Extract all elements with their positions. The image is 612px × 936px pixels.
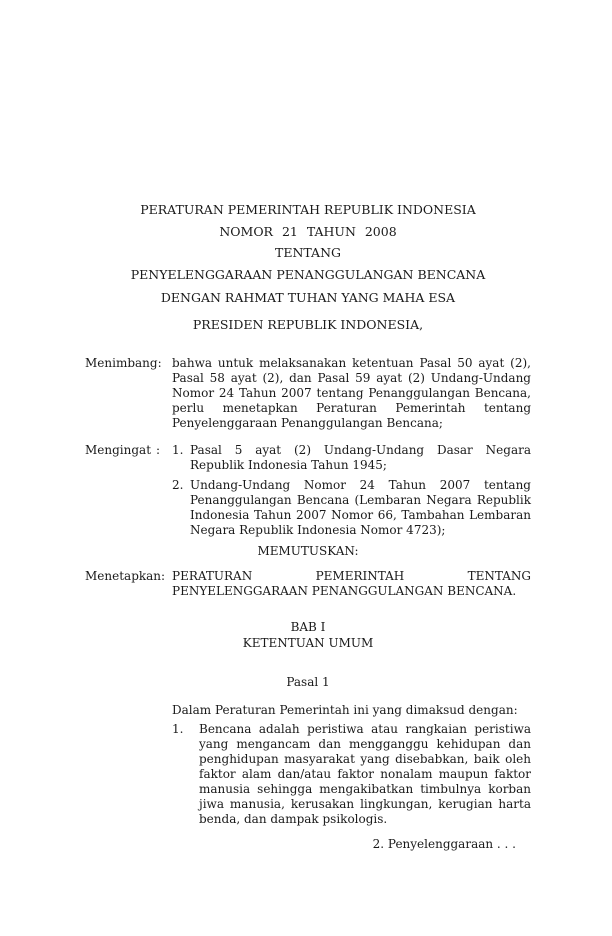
doc-title-subject: PENYELENGGARAAN PENANGGULANGAN BENCANA: [130, 266, 486, 282]
menimbang-colon: :: [157, 356, 162, 370]
menetapkan-section: [85, 569, 531, 599]
doc-title-line-1: PERATURAN PEMERINTAH REPUBLIK INDONESIA: [140, 202, 476, 217]
list-item: [172, 443, 531, 473]
doc-title-tentang: TENTANG: [274, 245, 341, 260]
doc-motto: DENGAN RAHMAT TUHAN YANG MAHA ESA: [160, 290, 456, 305]
bab-number: BAB I: [290, 620, 326, 634]
definition-number: 1.: [172, 722, 184, 736]
menimbang-text: bahwa untuk melaksanakan ketentuan Pasal 50 ayat (2), Pasal 58 ayat (2), dan Pasal 59 ayat (2) Undang-Undang Nomor 24 Tahun 2007 tentang Penanggulangan Bencana, perlu menetapkan Peraturan Pemerintah tentang Penyelenggaraan Penanggulangan Bencana;: [172, 356, 531, 430]
mengingat-list: [172, 443, 531, 538]
mengingat-label-cell: [85, 443, 172, 538]
menetapkan-label-cell: [85, 569, 172, 599]
bab-title: KETENTUAN UMUM: [242, 635, 374, 650]
list-item-text: Pasal 5 ayat (2) Undang-Undang Dasar Negara Republik Indonesia Tahun 1945;: [190, 443, 531, 472]
pasal-heading: Pasal 1: [286, 675, 330, 689]
doc-title: [85, 199, 531, 285]
definition-text: Bencana adalah peristiwa atau rangkaian peristiwa yang mengancam dan mengganggu kehidupan dan penghidupan masyarakat yang disebabkan, baik oleh faktor alam dan/atau faktor nonalam maupun faktor manusia sehingga mengakibatkan timbulnya korban jiwa manusia, kerusakan lingkungan, kerugian harta benda, dan dampak psikologis.: [199, 722, 531, 826]
mengingat-section: [85, 443, 531, 538]
menimbang-section: [85, 356, 531, 431]
menetapkan-text: PERATURAN PEMERINTAH TENTANG PENYELENGGARAAN PENANGGULANGAN BENCANA.: [172, 569, 531, 598]
menimbang-label: Menimbang: [85, 356, 158, 370]
page-catchword: 2. Penyelenggaraan . . .: [372, 837, 516, 851]
menetapkan-label: Menetapkan: [85, 569, 162, 583]
mengingat-label: Mengingat: [85, 443, 152, 457]
pasal-intro: Dalam Peraturan Pemerintah ini yang dimaksud dengan:: [172, 703, 518, 717]
definition-item: [172, 722, 531, 827]
pasal-body: [172, 703, 531, 827]
bab-heading: [85, 620, 531, 651]
list-item-number: 1.: [172, 443, 184, 457]
list-item-number: 2.: [172, 478, 184, 492]
document-content: [85, 199, 531, 852]
menimbang-label-cell: [85, 356, 172, 431]
menetapkan-colon: :: [161, 569, 166, 583]
list-item: [172, 478, 531, 538]
doc-issuer: PRESIDEN REPUBLIK INDONESIA,: [192, 316, 424, 332]
list-item-text: Undang-Undang Nomor 24 Tahun 2007 tentang Penanggulangan Bencana (Lembaran Negara Republik Indonesia Tahun 2007 Nomor 66, Tambahan Lembaran Negara Republik Indonesia Nomor 4723);: [190, 478, 531, 537]
doc-title-nomor: NOMOR 21 TAHUN 2008: [219, 223, 397, 239]
mengingat-colon: :: [155, 443, 160, 457]
memutuskan-heading: MEMUTUSKAN:: [257, 544, 359, 558]
